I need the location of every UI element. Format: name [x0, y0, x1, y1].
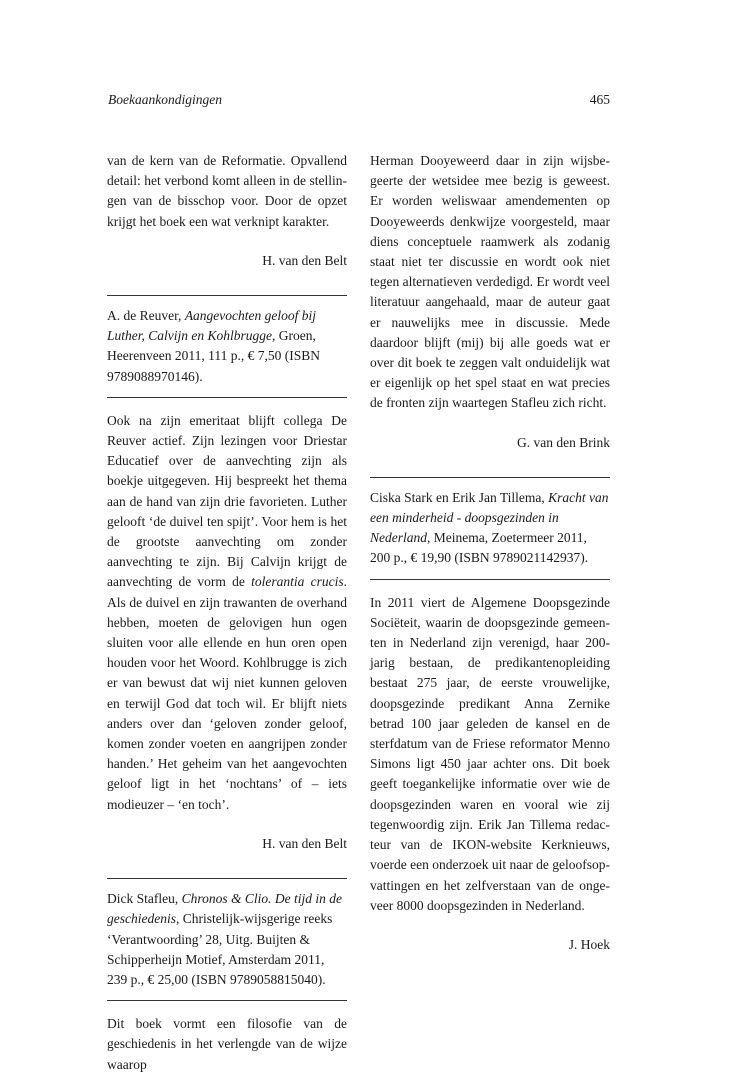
review-signature: J. Hoek [568, 936, 610, 952]
review-body-text: . Als de duivel en zijn trawanten de overhand hebben, moeten de gelovigen hun ogen sluiten voor alle ellende en hun oren open houden voor het Woord. Kohlbrugge is zich er van bewust dat wij niet kunnen geloven en terwijl God dat toch wil. Er blijft niets anders over dan ‘geloven zonder geloof, komen zonder voeten en aangrijpen zonder handen.’ Het geheim van het aangevochten geloof ligt in het ‘nochtans’ of – iets modieuzer – ‘en toch’. [107, 574, 347, 812]
review-signature: G. van den Brink [517, 434, 610, 450]
right-column [370, 151, 610, 955]
review-body [107, 411, 347, 815]
left-column [107, 151, 347, 1075]
review-body: In 2011 viert de Algemene Doopsgezinde Sociëteit, waarin de doopsgezinde gemeenten in Nederland zijn verenigd, haar 200-jarig bestaan, de predikantenopleiding bestaat 275 jaar, de eerste vrouwelijke, doopsgezinde predikant Anna Zernike betrad 100 jaar geleden de kansel en de sterfdatum van de Friese reformator Menno Simons ligt 450 jaar achter ons. Dit boek geeft toegankelijke informatie over wie de doopsgezinden waren en vooral wie zij tegenwoordig zijn. Erik Jan Tillema redacteur van de IKON-website Kerknieuws, voerde een onderzoek uit naar de geloofsopvattingen en het zelfverstaan van de ongeveer 8000 doopsgezinden in Nederland. [370, 594, 610, 913]
review-book-title: Chronos & Clio. De tijd in de geschiedenis [107, 891, 342, 927]
review-signature: H. van den Belt [262, 835, 347, 851]
review-author: Ciska Stark en Erik Jan Tillema, [370, 489, 549, 505]
review-body-continued: Herman Dooyeweerd daar in zijn wijsbegeerte der wetsidee mee bezig is geweest. Er worden weliswaar amendementen op Dooyeweerds denkwijze voorgesteld, maar diens conceptuele raamwerk als zodanig staat niet ter discussie en wordt ook niet tegen alternatieven verdedigd. Er wordt veel literatuur aangehaald, maar de auteur gaat er nauwelijks mee in discussie. Mede daardoor blijft (mij) bij alle goeds wat er over dit boek te zeggen valt onduidelijk wat er eigenlijk op het spel staat en wat precies de fronten zijn waartegen Stafleu zich richt. [370, 153, 610, 411]
intro-paragraph: van de kern van de Reformatie. Opvallend detail: het verbond komt alleen in de stellingen van de bisschop voor. Door de opzet krijgt het boek een wat verknipt karakter. [107, 153, 347, 229]
review-body-italic: tolerantia crucis [251, 574, 344, 590]
review-body-text: Ook na zijn emeritaat blijft collega De Reuver actief. Zijn lezingen voor Driestar Educatief over de aanvechting zijn als boekje uitgegeven. Hij bespreekt het thema aan de hand van zijn drie favorieten. Luther gelooft ‘de duivel ten spijt’. Voor hem is het de grootste aanvechting om zonder aanvechting te zijn. Bij Calvijn krijgt de aanvechting de vorm de [107, 412, 347, 590]
review-reference [370, 488, 610, 569]
review-reference [107, 889, 347, 990]
review-body: Dit boek vormt een filosofie van de geschiedenis in het verlengde van de wijze waarop [107, 1016, 347, 1072]
review-publication-details: , Meinema, Zoetermeer 2011, 200 p., € 19,90 (ISBN 9789021142937). [370, 530, 589, 566]
running-header-title: Boekaankondigingen [108, 92, 222, 107]
review-publication-details: , Christelijk-wijsgerige reeks ‘Verantwoording’ 28, Uitg. Buijten & Schipperheijn Motief, Amsterdam 2011, 239 p., € 25,00 (ISBN 9789058815040). [107, 911, 333, 987]
page-number: 465 [589, 92, 610, 107]
review-reference [107, 306, 347, 387]
review-publication-details: , Groen, Heerenveen 2011, 111 p., € 7,50 (ISBN 9789088970146). [107, 328, 320, 384]
review-book-title: Kracht van een minderheid - doopsgezinden in Nederland [370, 489, 609, 546]
review-author: A. de Reuver, [107, 308, 185, 324]
review-author: Dick Stafleu, [107, 891, 182, 907]
review-book-title: Aangevochten geloof bij Luther, Calvijn en Kohlbrugge [107, 308, 317, 344]
intro-signature: H. van den Belt [262, 252, 347, 268]
